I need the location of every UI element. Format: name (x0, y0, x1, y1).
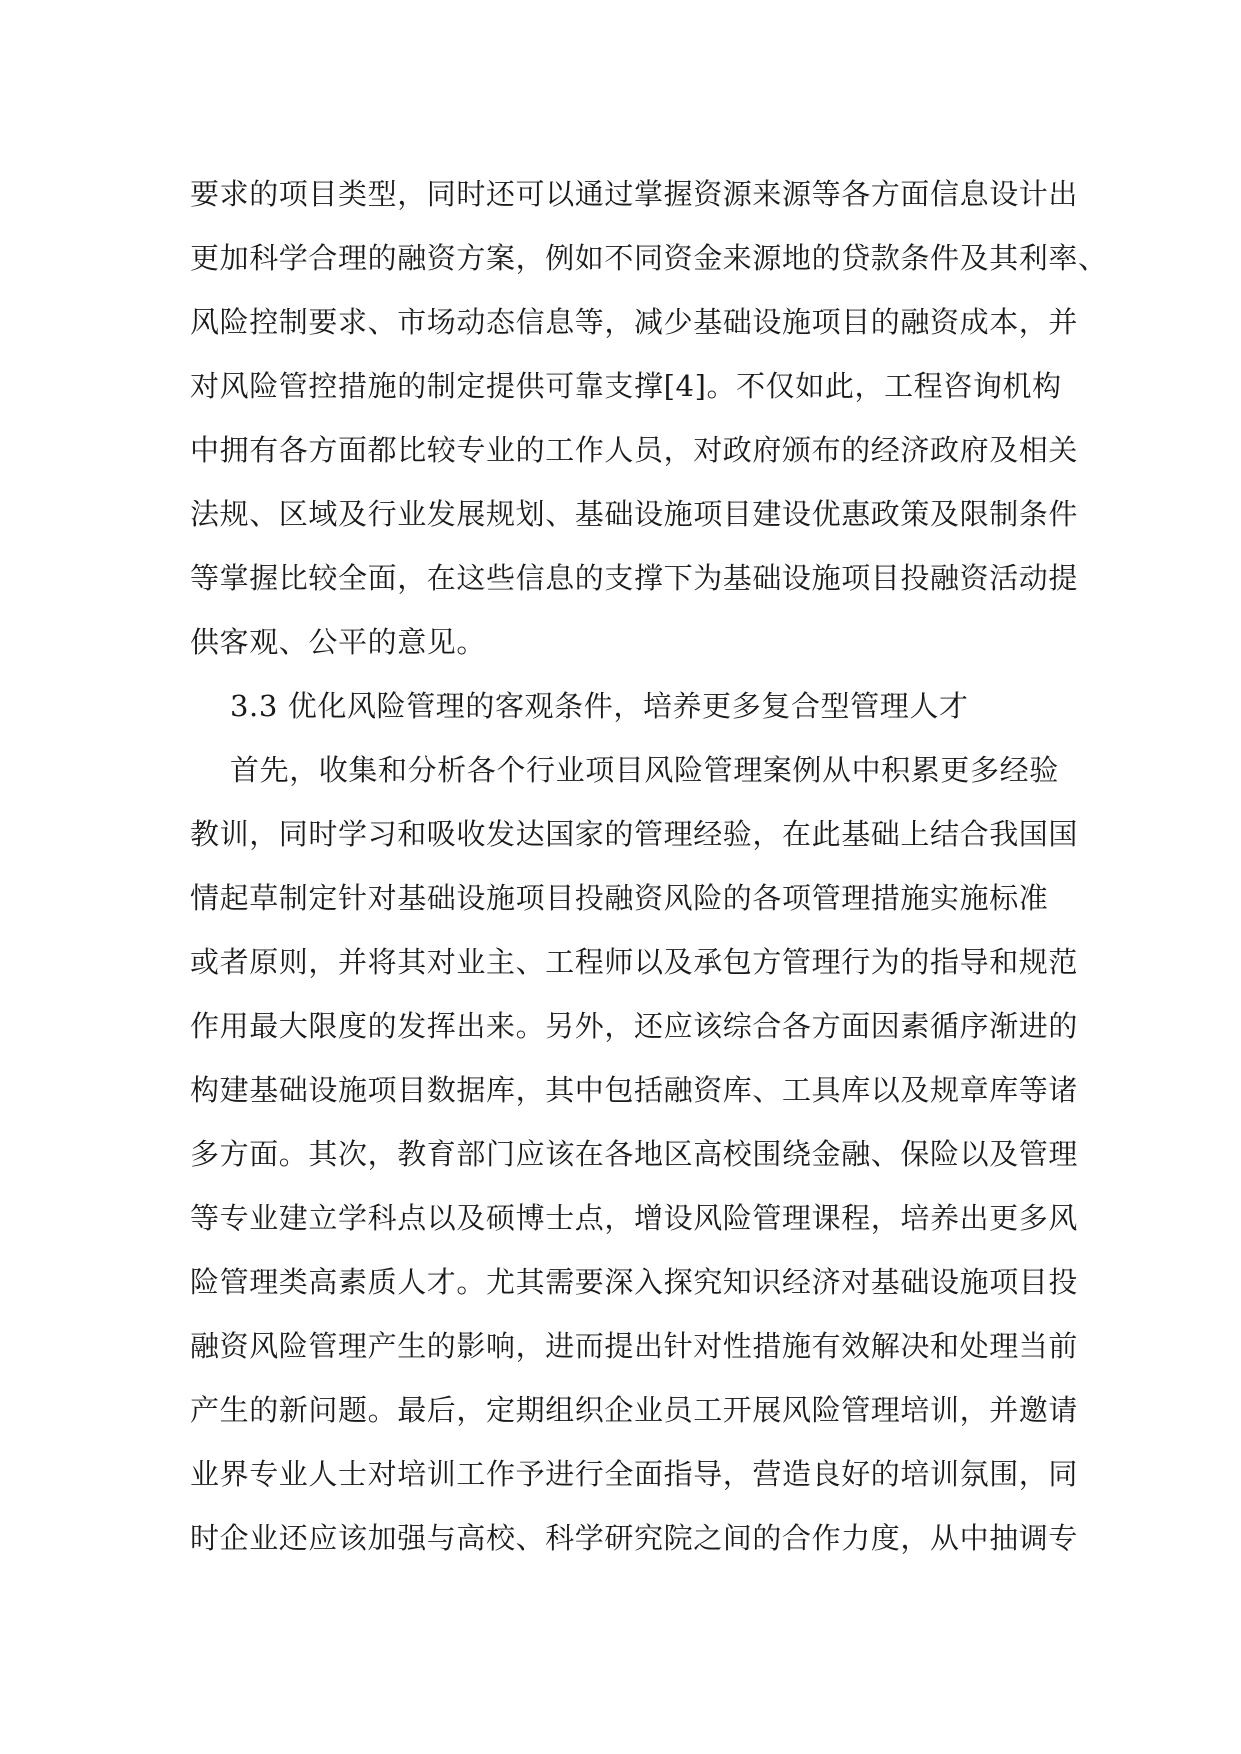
text-line: 供客观、公平的意见。 (190, 625, 487, 659)
text-line: 要求的项目类型，同时还可以通过掌握资源来源等各方面信息设计出 (190, 177, 1079, 211)
text-line: 情起草制定针对基础设施项目投融资风险的各项管理措施实施标准 (190, 881, 1049, 915)
text-line: 等掌握比较全面，在这些信息的支撑下为基础设施项目投融资活动提 (190, 561, 1079, 595)
text-line: 险管理类高素质人才。尤其需要深入探究知识经济对基础设施项目投 (190, 1265, 1079, 1299)
text-line: 对风险管控措施的制定提供可靠支撑[4]。不仅如此，工程咨询机构 (190, 369, 1062, 403)
text-line: 构建基础设施项目数据库，其中包括融资库、工具库以及规章库等诸 (190, 1073, 1079, 1107)
text-line: 产生的新问题。最后，定期组织企业员工开展风险管理培训，并邀请 (190, 1393, 1079, 1427)
text-line: 等专业建立学科点以及硕博士点，增设风险管理课程，培养出更多风 (190, 1201, 1079, 1235)
text-line: 融资风险管理产生的影响，进而提出针对性措施有效解决和处理当前 (190, 1329, 1079, 1363)
text-line: 业界专业人士对培训工作予进行全面指导，营造良好的培训氛围，同 (190, 1457, 1079, 1491)
text-line: 法规、区域及行业发展规划、基础设施项目建设优惠政策及限制条件 (190, 497, 1079, 531)
body-text (190, 162, 1108, 1570)
text-line: 或者原则，并将其对业主、工程师以及承包方管理行为的指导和规范 (190, 945, 1079, 979)
text-line: 作用最大限度的发挥出来。另外，还应该综合各方面因素循序渐进的 (190, 1009, 1079, 1043)
text-line: 更加科学合理的融资方案，例如不同资金来源地的贷款条件及其利率、 (190, 241, 1108, 275)
text-line: 多方面。其次，教育部门应该在各地区高校围绕金融、保险以及管理 (190, 1137, 1079, 1171)
section-heading: 3.3 优化风险管理的客观条件，培养更多复合型管理人才 (230, 689, 969, 723)
text-line: 中拥有各方面都比较专业的工作人员，对政府颁布的经济政府及相关 (190, 433, 1079, 467)
text-line: 时企业还应该加强与高校、科学研究院之间的合作力度，从中抽调专 (190, 1521, 1079, 1555)
text-line: 风险控制要求、市场动态信息等，减少基础设施项目的融资成本，并 (190, 305, 1079, 339)
text-line: 首先，收集和分析各个行业项目风险管理案例从中积累更多经验 (230, 753, 1059, 787)
text-line: 教训，同时学习和吸收发达国家的管理经验，在此基础上结合我国国 (190, 817, 1079, 851)
